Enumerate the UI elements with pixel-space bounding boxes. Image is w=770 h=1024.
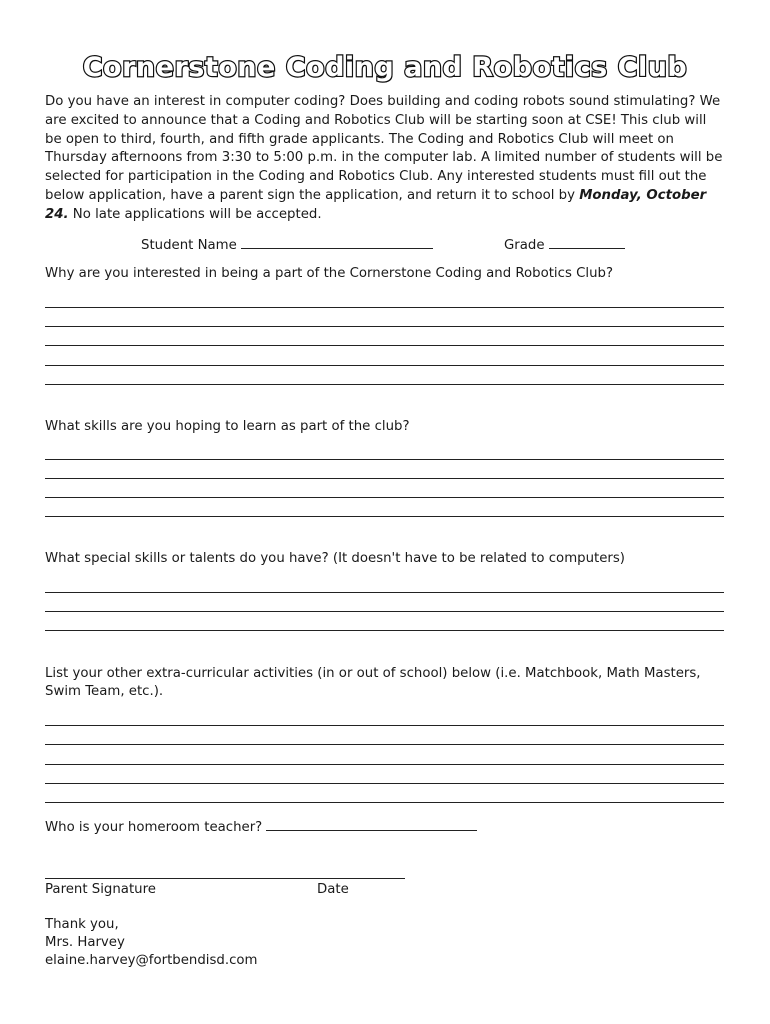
answer-line[interactable] xyxy=(45,345,724,346)
question-skills-hope: What skills are you hoping to learn as part of the club? xyxy=(45,419,410,434)
answer-line[interactable] xyxy=(45,326,724,327)
grade-label: Grade xyxy=(504,238,545,253)
answer-line[interactable] xyxy=(45,478,724,479)
parent-signature-label: Parent Signature xyxy=(45,882,156,897)
question-activities-line1: List your other extra-curricular activities (in or out of school) below (i.e. Matchbook, Math Masters, xyxy=(45,666,701,681)
answer-line[interactable] xyxy=(45,802,724,803)
answer-line[interactable] xyxy=(45,365,724,366)
question-activities-line2: Swim Team, etc.). xyxy=(45,684,164,699)
answer-line[interactable] xyxy=(45,725,724,726)
question-why-interested: Why are you interested in being a part of the Cornerstone Coding and Robotics Club? xyxy=(45,266,613,281)
answer-line[interactable] xyxy=(45,783,724,784)
deadline-date: Monday, October 24. xyxy=(45,187,707,222)
homeroom-field xyxy=(45,818,477,837)
intro-body: Do you have an interest in computer coding? Does building and coding robots sound stimulating? We are excited to announce that a Coding and Robotics Club will be starting soon at CSE! This club will be open to third, fourth, and fifth grade applicants. The Coding and Robotics Club will meet on Thursday afternoons from 3:30 to 5:00 p.m. in the computer lab. A limited number of students will be selected for participation in the Coding and Robotics Club. Any interested students must fill out the below application, have a parent sign the application, and return it to school by xyxy=(45,94,723,203)
parent-signature-line[interactable] xyxy=(45,878,405,879)
form-title: Cornerstone Coding and Robotics Club xyxy=(82,52,688,83)
answer-line[interactable] xyxy=(45,516,724,517)
signoff-name: Mrs. Harvey xyxy=(45,935,125,950)
answer-line[interactable] xyxy=(45,307,724,308)
answer-line[interactable] xyxy=(45,459,724,460)
question-special-skills: What special skills or talents do you have? (It doesn't have to be related to computers) xyxy=(45,551,625,566)
signoff-email: elaine.harvey@fortbendisd.com xyxy=(45,953,258,968)
answer-line[interactable] xyxy=(45,764,724,765)
intro-closing: No late applications will be accepted. xyxy=(68,206,322,222)
homeroom-blank[interactable] xyxy=(266,818,477,831)
grade-blank[interactable] xyxy=(549,236,625,249)
student-name-field xyxy=(141,236,433,255)
homeroom-label: Who is your homeroom teacher? xyxy=(45,820,263,835)
student-name-label: Student Name xyxy=(141,238,237,253)
answer-line[interactable] xyxy=(45,630,724,631)
grade-field xyxy=(504,236,625,255)
signoff-thanks: Thank you, xyxy=(45,917,119,932)
date-label: Date xyxy=(317,882,349,897)
intro-paragraph xyxy=(45,93,727,225)
answer-line[interactable] xyxy=(45,611,724,612)
answer-line[interactable] xyxy=(45,497,724,498)
answer-line[interactable] xyxy=(45,592,724,593)
student-name-blank[interactable] xyxy=(241,236,433,249)
answer-line[interactable] xyxy=(45,744,724,745)
answer-line[interactable] xyxy=(45,384,724,385)
